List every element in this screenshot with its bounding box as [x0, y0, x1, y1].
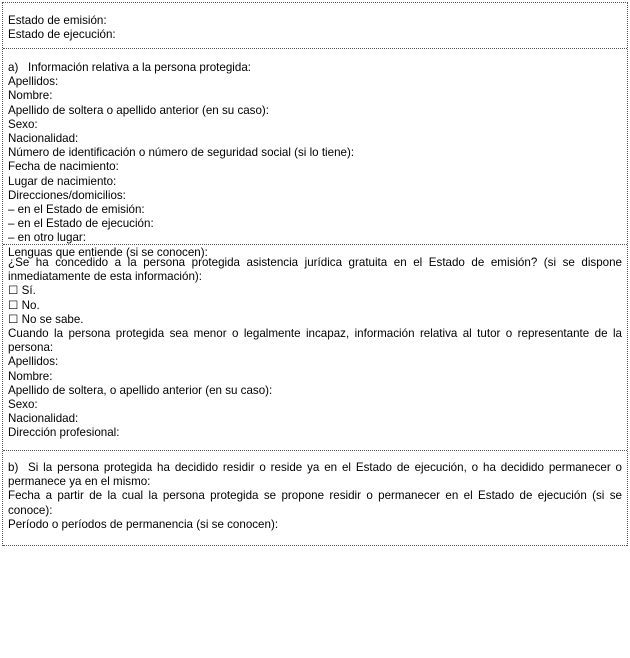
apellido-soltera-field[interactable]: Apellido de soltera o apellido anterior (en su caso):: [8, 103, 270, 117]
option-no-se-sabe[interactable]: [8, 313, 622, 327]
lugar-nacimiento-field[interactable]: Lugar de nacimiento:: [8, 174, 117, 188]
section-a-title: Información relativa a la persona protegida:: [28, 61, 251, 74]
direccion-otro-lugar-field[interactable]: – en otro lugar:: [8, 231, 86, 245]
checkbox-icon[interactable]: ☐: [8, 312, 19, 326]
section-b-title: Si la persona protegida ha decidido residir o reside ya en el Estado de ejecución, o ha decidido permanecer o permanece ya en el mismo:: [8, 461, 622, 489]
checkbox-icon[interactable]: ☐: [8, 298, 19, 312]
lenguas-field[interactable]: Lenguas que entiende (si se conocen):: [8, 245, 208, 259]
section-protected-person: [3, 49, 627, 259]
option-no[interactable]: [8, 299, 622, 313]
section-residence: [3, 451, 627, 546]
direccion-estado-emision-field[interactable]: – en el Estado de emisión:: [8, 203, 145, 217]
apellidos-field[interactable]: Apellidos:: [8, 75, 59, 89]
sexo-field[interactable]: Sexo:: [8, 117, 38, 131]
option-label: No.: [21, 298, 40, 312]
nombre-field[interactable]: Nombre:: [8, 89, 53, 103]
numero-identificacion-field[interactable]: Número de identificación o número de seguridad social (si lo tiene):: [8, 146, 355, 160]
fecha-nacimiento-field[interactable]: Fecha de nacimiento:: [8, 160, 119, 174]
nacionalidad-field[interactable]: Nacionalidad:: [8, 132, 79, 146]
fecha-residencia-field[interactable]: Fecha a partir de la cual la persona protegida se propone residir o permanecer en el Estado de ejecución (si se conoce):: [8, 489, 622, 517]
tutor-direccion-profesional-field[interactable]: Dirección profesional:: [8, 426, 120, 440]
tutor-info-text: Cuando la persona protegida sea menor o legalmente incapaz, información relativa al tutor o representante de la persona:: [8, 327, 622, 355]
section-a-heading: [8, 61, 622, 75]
tutor-nombre-field[interactable]: Nombre:: [8, 369, 53, 383]
option-label: No se sabe.: [21, 312, 84, 326]
option-label: Sí.: [21, 284, 36, 298]
legal-aid-question: ¿Se ha concedido a la persona protegida asistencia jurídica gratuita en el Estado de emisión? (si se dispone inmediatamente de esta información):: [8, 256, 622, 284]
tutor-apellido-soltera-field[interactable]: Apellido de soltera, o apellido anterior (en su caso):: [8, 383, 273, 397]
option-si[interactable]: [8, 284, 622, 298]
direcciones-label: Direcciones/domicilios:: [8, 188, 126, 202]
tutor-sexo-field[interactable]: Sexo:: [8, 398, 38, 412]
section-legal-aid: [3, 245, 627, 451]
tutor-nacionalidad-field[interactable]: Nacionalidad:: [8, 412, 79, 426]
section-states: [3, 3, 627, 49]
direccion-estado-ejecucion-field[interactable]: – en el Estado de ejecución:: [8, 217, 154, 231]
protection-order-form: [2, 2, 628, 546]
tutor-apellidos-field[interactable]: Apellidos:: [8, 355, 59, 369]
section-b-letter: b): [8, 461, 19, 474]
checkbox-icon[interactable]: ☐: [8, 284, 19, 298]
section-a-letter: a): [8, 61, 19, 74]
periodo-permanencia-field[interactable]: Período o períodos de permanencia (si se conocen):: [8, 517, 279, 531]
section-b-heading: [8, 461, 622, 489]
estado-ejecucion-field[interactable]: Estado de ejecución:: [8, 28, 116, 42]
estado-emision-field[interactable]: Estado de emisión:: [8, 14, 107, 27]
